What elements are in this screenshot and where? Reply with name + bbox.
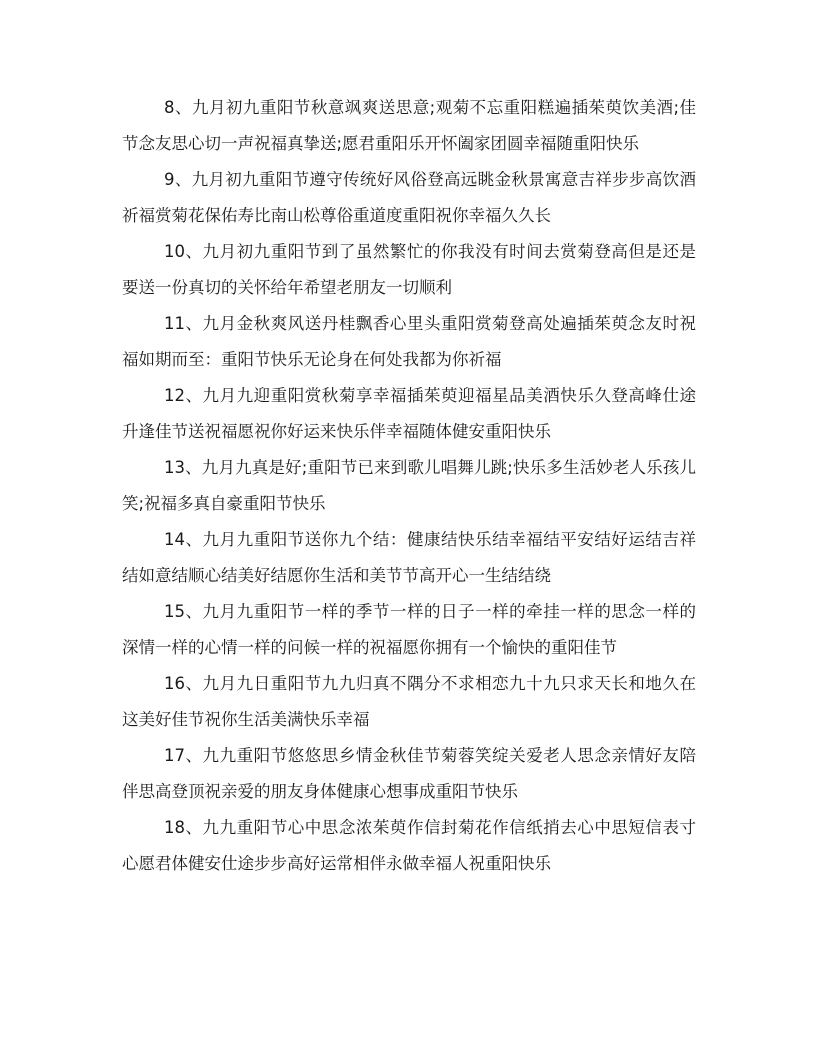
paragraph-16: 16、九月九日重阳节九九归真不隅分不求相恋九十九只求天长和地久在这美好佳节祝你生活美满快乐幸福	[122, 674, 696, 729]
paragraph-18: 18、九九重阳节心中思念浓茱萸作信封菊花作信纸捎去心中思短信表寸心愿君体健安仕途步步高好运常相伴永做幸福人祝重阳快乐	[122, 818, 696, 873]
paragraph-10: 10、九月初九重阳节到了虽然繁忙的你我没有时间去赏菊登高但是还是要送一份真切的关怀给年希望老朋友一切顺利	[122, 242, 696, 297]
paragraph-8: 8、九月初九重阳节秋意飒爽送思意;观菊不忘重阳糕遍插茱萸饮美酒;佳节念友思心切一声祝福真挚送;愿君重阳乐开怀阖家团圆幸福随重阳快乐	[122, 98, 696, 153]
paragraph-17: 17、九九重阳节悠悠思乡情金秋佳节菊蓉笑绽关爱老人思念亲情好友陪伴思高登顶祝亲爱的朋友身体健康心想事成重阳节快乐	[122, 746, 696, 801]
paragraph-9: 9、九月初九重阳节遵守传统好风俗登高远眺金秋景寓意吉祥步步高饮酒祈福赏菊花保佑寿比南山松尊俗重道度重阳祝你幸福久久长	[122, 170, 696, 225]
paragraph-14: 14、九月九重阳节送你九个结：健康结快乐结幸福结平安结好运结吉祥结如意结顺心结美好结愿你生活和美节节高开心一生结结绕	[122, 530, 696, 585]
paragraph-15: 15、九月九重阳节一样的季节一样的日子一样的牵挂一样的思念一样的深情一样的心情一样的问候一样的祝福愿你拥有一个愉快的重阳佳节	[122, 602, 696, 657]
document-body	[122, 90, 696, 882]
paragraph-13: 13、九月九真是好;重阳节已来到歌儿唱舞儿跳;快乐多生活妙老人乐孩儿笑;祝福多真自豪重阳节快乐	[122, 458, 696, 513]
paragraph-12: 12、九月九迎重阳赏秋菊享幸福插茱萸迎福星品美酒快乐久登高峰仕途升逢佳节送祝福愿祝你好运来快乐伴幸福随体健安重阳快乐	[122, 386, 696, 441]
paragraph-11: 11、九月金秋爽风送丹桂飘香心里头重阳赏菊登高处遍插茱萸念友时祝福如期而至：重阳节快乐无论身在何处我都为你祈福	[122, 314, 696, 369]
